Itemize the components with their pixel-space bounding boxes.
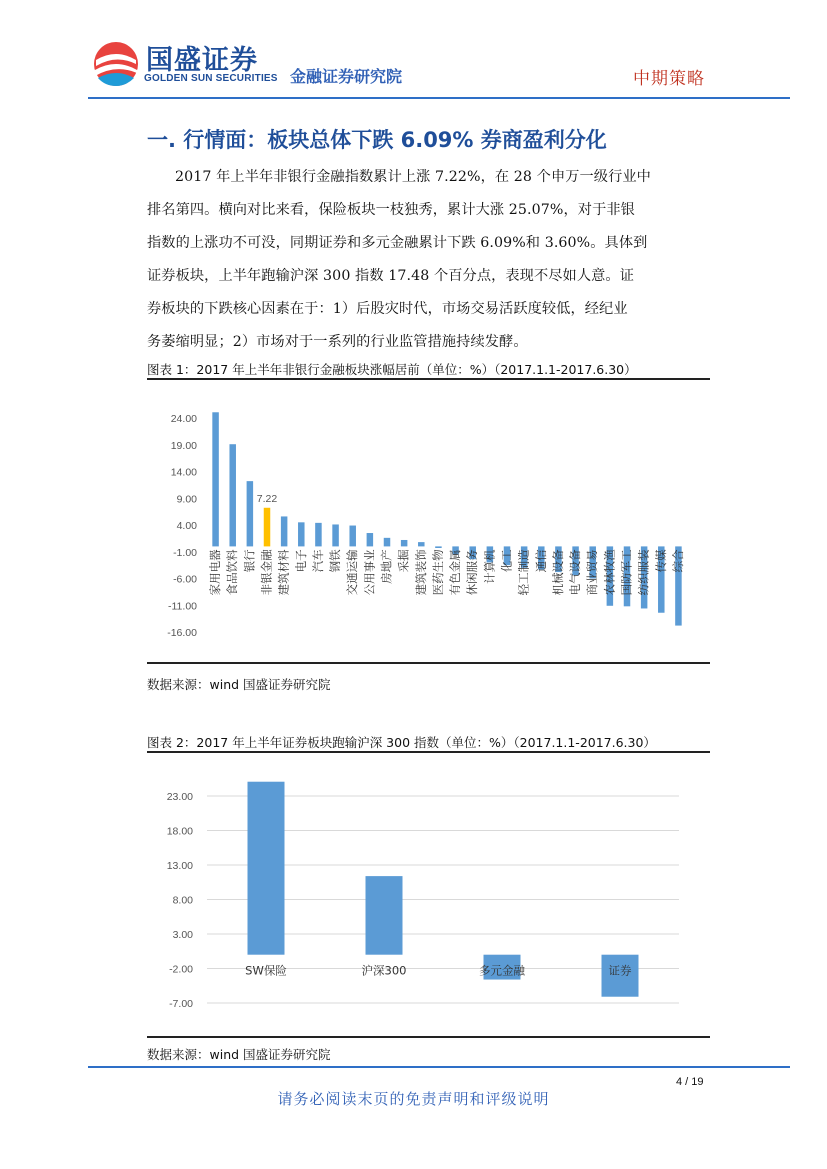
header-divider xyxy=(88,97,790,99)
category-label: 通信 xyxy=(533,549,548,573)
category-label: 化工 xyxy=(499,549,514,573)
bar xyxy=(366,876,403,955)
y-tick-label: 24.00 xyxy=(170,413,197,425)
category-label: 国防军工 xyxy=(619,549,634,596)
y-tick-label: 4.00 xyxy=(176,520,197,532)
figure-2-title: 图表 2：2017 年上半年证券板块跑输沪深 300 指数（单位：%）（2017.1.1-2017.6.30） xyxy=(147,735,656,750)
bar xyxy=(332,524,339,546)
category-label: 农林牧渔 xyxy=(602,549,617,596)
paragraph-line: 2017 年上半年非银行金融指数累计上涨 7.22%，在 28 个申万一级行业中 xyxy=(175,169,651,185)
page-current: 4 xyxy=(676,1076,683,1088)
y-tick-label: 23.00 xyxy=(166,791,193,803)
page-total: 19 xyxy=(691,1076,704,1088)
document-type-label: 中期策略 xyxy=(633,69,705,89)
y-tick-label: 8.00 xyxy=(172,894,193,907)
bar xyxy=(418,542,425,546)
figure-1-source: 数据来源：wind 国盛证券研究院 xyxy=(147,677,331,692)
category-label: 多元金融 xyxy=(479,963,525,978)
bar xyxy=(384,538,391,547)
category-label: 计算机 xyxy=(482,549,497,584)
bar xyxy=(367,533,374,546)
category-label: 汽车 xyxy=(310,549,325,573)
figure-1-bottom-rule xyxy=(147,662,710,664)
category-label: 综合 xyxy=(670,549,685,573)
category-label: 家用电器 xyxy=(208,549,223,596)
category-label: 电子 xyxy=(293,549,308,573)
bar xyxy=(212,412,219,546)
disclaimer-note: 请务必阅读末页的免责声明和评级说明 xyxy=(277,1090,550,1108)
paragraph-line: 券板块的下跌核心因素在于：1）后股灾时代，市场交易活跃度较低，经纪业 xyxy=(147,301,628,317)
category-label: 银行 xyxy=(242,549,257,573)
category-label: 公用事业 xyxy=(362,549,377,596)
bar xyxy=(281,516,288,546)
y-tick-label: 13.00 xyxy=(166,860,193,872)
bar xyxy=(435,546,442,548)
footer-divider xyxy=(88,1066,790,1068)
y-tick-label: 14.00 xyxy=(170,466,197,479)
y-tick-label: 3.00 xyxy=(172,929,193,941)
bar xyxy=(315,523,322,547)
page-number: 4 / 19 xyxy=(676,1076,704,1088)
category-label: 电气设备 xyxy=(568,549,583,596)
paragraph-line: 务萎缩明显；2）市场对于一系列的行业监管措施持续发酵。 xyxy=(147,334,528,350)
bar xyxy=(298,522,305,546)
y-tick-label: -7.00 xyxy=(169,998,193,1010)
paragraph-line: 证券板块，上半年跑输沪深 300 指数 17.48 个百分点，表现不尽如人意。证 xyxy=(147,268,634,284)
figure-2-bar-chart xyxy=(147,753,710,1035)
category-label: 轻工制造 xyxy=(516,549,531,596)
figure-2-source: 数据来源：wind 国盛证券研究院 xyxy=(147,1047,331,1062)
category-label: 证券 xyxy=(608,963,632,978)
figure-1-title: 图表 1：2017 年上半年非银行金融板块涨幅居前（单位：%）（2017.1.1-2017.6.30） xyxy=(147,362,637,377)
category-label: 传媒 xyxy=(653,549,668,573)
category-label: 交通运输 xyxy=(345,549,360,596)
paragraph-line: 指数的上涨功不可没，同期证券和多元金融累计下跌 6.09%和 3.60%。具体到 xyxy=(147,235,648,251)
y-tick-label: -1.00 xyxy=(173,546,197,559)
y-tick-label: 9.00 xyxy=(176,493,197,506)
y-tick-label: -16.00 xyxy=(167,627,197,639)
y-tick-label: -11.00 xyxy=(168,600,197,613)
institute-name: 金融证券研究院 xyxy=(290,67,403,86)
category-label: SW保险 xyxy=(245,963,287,978)
bar xyxy=(401,540,408,546)
bar xyxy=(248,782,285,955)
category-label: 医药生物 xyxy=(430,549,445,596)
category-label: 有色金属 xyxy=(448,549,463,596)
bar xyxy=(349,526,356,547)
category-label: 采掘 xyxy=(396,549,411,573)
brand-name-en: GOLDEN SUN SECURITIES xyxy=(144,73,278,84)
category-label: 休闲服务 xyxy=(465,549,480,596)
category-label: 建筑装饰 xyxy=(413,549,428,596)
category-label: 建筑材料 xyxy=(276,549,291,596)
category-label: 非银金融 xyxy=(259,549,274,596)
figure-2-bottom-rule xyxy=(147,1036,710,1038)
paragraph-line: 排名第四。横向对比来看，保险板块一枝独秀，累计大涨 25.07%，对于非银 xyxy=(147,202,635,218)
category-label: 机械设备 xyxy=(550,549,565,596)
y-tick-label: -6.00 xyxy=(173,573,197,586)
bar xyxy=(264,508,271,547)
section-heading: 一. 行情面：板块总体下跌 6.09% 券商盈利分化 xyxy=(147,128,607,152)
y-tick-label: 18.00 xyxy=(166,825,193,838)
bar xyxy=(247,481,254,546)
brand-name-cn: 国盛证券 xyxy=(146,45,258,76)
y-tick-label: -2.00 xyxy=(169,963,193,976)
category-label: 钢铁 xyxy=(328,549,343,573)
bar xyxy=(229,444,236,546)
figure-1-bar-chart xyxy=(147,380,710,662)
category-label: 纺织服装 xyxy=(636,549,651,596)
golden-sun-logo-icon xyxy=(92,40,140,88)
category-label: 沪深300 xyxy=(361,963,407,978)
category-label: 商业贸易 xyxy=(585,549,600,596)
category-label: 食品饮料 xyxy=(225,549,240,596)
data-label: 7.22 xyxy=(256,492,278,505)
y-tick-label: 19.00 xyxy=(170,439,197,452)
category-label: 房地产 xyxy=(379,549,394,584)
